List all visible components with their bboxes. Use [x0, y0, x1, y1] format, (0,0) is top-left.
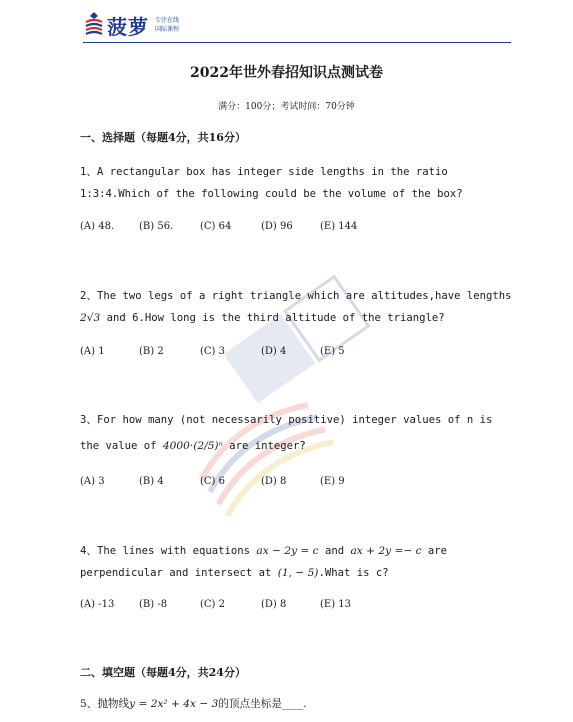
- brand-name: 菠萝: [107, 14, 149, 39]
- question-5: [80, 696, 307, 711]
- option-e: (E) 5: [320, 346, 345, 357]
- option-c: (C) 64: [200, 221, 232, 232]
- question-2-text: and 6.How long is the third altitude of the triangle?: [100, 312, 445, 324]
- option-d: (D) 4: [261, 346, 287, 357]
- question-1-line-1: 1、A rectangular box has integer side lengths in the ratio: [80, 166, 448, 178]
- option-d: (D) 8: [261, 476, 287, 487]
- option-b: (B) -8: [139, 599, 168, 610]
- option-b: (B) 2: [139, 346, 164, 357]
- option-c: (C) 6: [200, 476, 225, 487]
- question-3-text-post: are integer?: [222, 440, 306, 452]
- math-parabola: y = 2x² + 4x − 3: [129, 698, 219, 710]
- option-d: (D) 8: [261, 599, 287, 610]
- question-4-text-post: are: [421, 545, 448, 557]
- math-equation-1: ax − 2y = c: [256, 545, 319, 557]
- option-b: (B) 4: [139, 476, 164, 487]
- question-3-line-2: [80, 440, 306, 452]
- math-expression: 4000·(2/5)ⁿ: [162, 440, 223, 452]
- section-heading-multiple-choice: 一、选择题（每题4分，共16分）: [80, 131, 246, 144]
- question-4-line-2-pre: perpendicular and intersect at: [80, 567, 278, 579]
- option-e: (E) 9: [320, 476, 345, 487]
- section-heading-fill-in: 二、填空题（每题4分，共24分）: [80, 666, 246, 679]
- tagline-line-1: 专注在线: [155, 17, 180, 24]
- brand-mark-icon: [83, 10, 105, 40]
- math-two-root-three: 2√3: [80, 312, 101, 324]
- option-a: (A) 1: [80, 346, 105, 357]
- option-a: (A) 48.: [80, 221, 115, 232]
- question-4-line-2-post: .What is c?: [318, 567, 389, 579]
- watermark-logo: [150, 270, 410, 530]
- question-3-text-pre: the value of: [80, 440, 163, 452]
- option-a: (A) -13: [80, 599, 115, 610]
- math-equation-2: ax + 2y =− c: [350, 545, 422, 557]
- option-b: (B) 56.: [139, 221, 174, 232]
- question-2-line-1: 2、The two legs of a right triangle which are altitudes,have lengths: [80, 290, 512, 302]
- question-3-options: [80, 476, 345, 487]
- question-5-text-post: 的顶点坐标是____.: [218, 698, 307, 710]
- page-header: [0, 0, 573, 48]
- question-5-text-pre: 5、抛物线: [80, 698, 130, 710]
- question-4-text-mid: and: [318, 545, 351, 557]
- option-d: (D) 96: [261, 221, 293, 232]
- option-e: (E) 13: [320, 599, 352, 610]
- question-4-text-pre: 4、The lines with equations: [80, 545, 257, 557]
- question-1-options: [80, 221, 357, 232]
- question-4-line-1: [80, 543, 447, 558]
- question-2-options: [80, 346, 345, 357]
- header-divider: [83, 42, 511, 43]
- document-title: 2022年世外春招知识点测试卷: [190, 65, 383, 81]
- question-3-line-1: 3、For how many (not necessarily positive) integer values of n is: [80, 414, 493, 426]
- option-c: (C) 2: [200, 599, 225, 610]
- option-a: (A) 3: [80, 476, 105, 487]
- option-c: (C) 3: [200, 346, 225, 357]
- question-2-line-2: [80, 312, 445, 324]
- brand-tagline: [155, 16, 179, 34]
- brand-logo: [83, 10, 179, 40]
- option-e: (E) 144: [320, 221, 358, 232]
- question-4-line-2: [80, 567, 389, 579]
- math-point: (1, − 5): [277, 567, 319, 579]
- document-subtitle: 满分：100分；考试时间：70分钟: [218, 102, 355, 112]
- question-4-options: [80, 599, 351, 610]
- tagline-line-2: 国际课程: [155, 26, 180, 33]
- question-1-line-2: 1:3:4.Which of the following could be the volume of the box?: [80, 188, 463, 200]
